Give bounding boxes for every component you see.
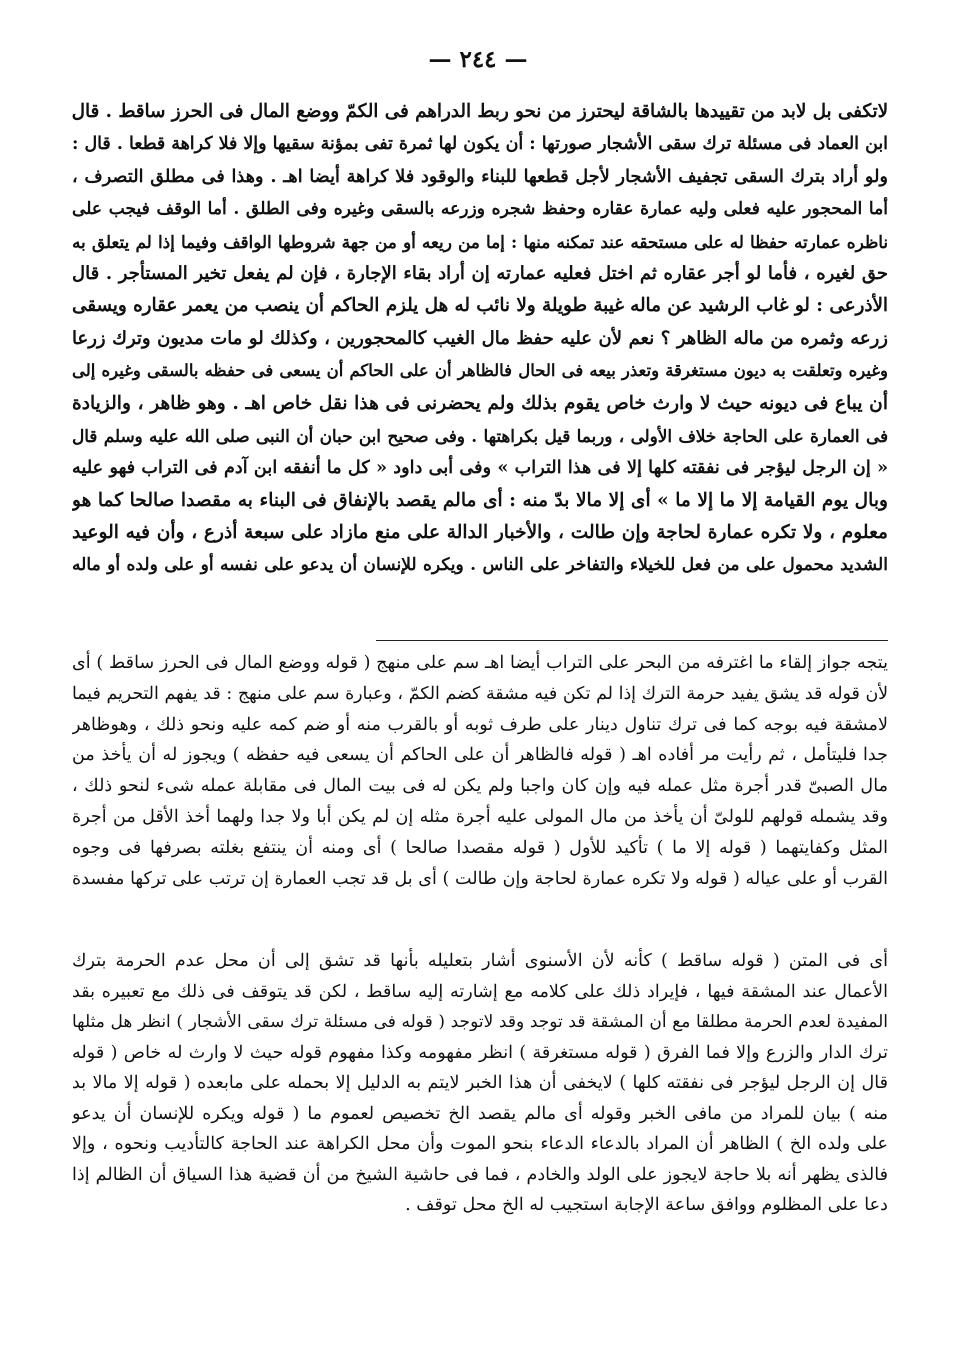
commentary-line: قال إن الرجل ليؤجر فى نفقته كلها ) لايخفى أن هذا الخبر لايتم به الدليل إلا بحمله على مابعده ( قوله إلا مالا بد bbox=[72, 1073, 888, 1093]
commentary-line: القرب أو على عياله ( قوله ولا تكره عمارة لحاجة وإن طالت ) أى بل قد تجب العمارة إن ترتب على تركها مفسدة bbox=[72, 868, 888, 889]
commentary-line: يتجه جواز إلقاء ما اغترفه من البحر على التراب أيضا اهـ سم على منهج ( قوله ووضع المال فى الحرز ساقط ) أى bbox=[72, 653, 888, 673]
footnote-separator bbox=[376, 640, 888, 641]
main-text-line: معلوم ، ولا تكره عمارة لحاجة وإن طالت ، والأخبار الدالة على منع مازاد على سبعة أذرع ، وأن فيه الوعيد bbox=[72, 522, 888, 544]
commentary-line: الأعمال عند المشقة فيها ، فإيراد ذلك على كلامه مع إشارته إليه ساقط ، لكن قد يتوقف فى ذلك مع تعبيره بقد bbox=[72, 981, 888, 1002]
commentary-line: فالذى يظهر أنه بلا حاجة لايجوز على الولد والخادم ، فما فى حاشية الشيخ من أن قضية هذا السياق أن الظالم إذا bbox=[72, 1164, 888, 1185]
main-text-line: الأذرعى : لو غاب الرشيد عن ماله غيبة طويلة ولا نائب له هل يلزم الحاكم أن ينصب من يعمر عقاره ويسقى bbox=[72, 295, 888, 317]
main-text-line: وغيره وتعلقت به ديون مستغرقة وتعذر بيعه فى الحال فالظاهر أن على الحاكم أن يسعى فى حفظه بالسقى وغيره إلى bbox=[72, 361, 888, 381]
commentary-line: المثل وكفايتهما ( قوله إلا ما ) تأكيد للأول ( قوله مقصدا صالحا ) أى ومنه أن ينتفع بغلته بصرفها فى وجوه bbox=[72, 837, 888, 858]
commentary-second bbox=[72, 946, 888, 1221]
commentary-line: أى فى المتن ( قوله ساقط ) كأنه لأن الأسنوى أشار بتعليله بأنها قد تشق إلى أن محل عدم الحرمة بترك bbox=[72, 951, 888, 971]
main-text-line: وبال يوم القيامة إلا ما إلا ما » أى إلا مالا بدّ منه : أى مالم يقصد بالإنفاق فى البناء به مقصدا صالحا كما هو bbox=[72, 489, 888, 511]
commentary-line: ترك الدار والزرع وإلا فما الفرق ( قوله مستغرقة ) انظر مفهومه وكذا مفهوم قوله حيث لا وارث له خاص ( قوله bbox=[72, 1042, 888, 1063]
commentary-line: المفيدة لعدم الحرمة مطلقا مع أن المشقة قد توجد وقد لاتوجد ( قوله فى مسئلة ترك سقى الأشجار ) انظر هل مثلها bbox=[72, 1012, 888, 1032]
commentary-line: لامشقة فيه بوجه كما فى ترك تناول دينار على طرف ثوبه أو بالقرب منه أو ضم كمه عليه ونحو ذلك ، وهوظاهر bbox=[72, 714, 888, 735]
main-text-line: أما المحجور عليه فعلى وليه عمارة عقاره وحفظ شجره وزرعه بالسقى وغيره وفى الطلق . أما الوقف فيجب على bbox=[72, 199, 888, 220]
commentary-line: لأن قوله قد يشق يفيد حرمة الترك إذا لم تكن فيه مشقة كضم الكمّ ، وعبارة سم على منهج : قد يفهم التحريم فيما bbox=[72, 683, 888, 704]
page-number: — ٢٤٤ — bbox=[428, 46, 528, 73]
main-text bbox=[72, 96, 888, 582]
main-text-line: ولو أراد بترك السقى تجفيف الأشجار لأجل قطعها للبناء والوقود فلا كراهة أيضا اهـ . وهذا فى مطلق التصرف ، bbox=[72, 165, 888, 187]
main-text-line: « إن الرجل ليؤجر فى نفقته كلها إلا فى هذا التراب » وفى أبى داود « كل ما أنفقه ابن آدم فى التراب فهو عليه bbox=[72, 457, 888, 479]
commentary-line: دعا على المظلوم ووافق ساعة الإجابة استجيب له الخ محل توقف . bbox=[405, 1195, 888, 1215]
commentary-line: على ولده الخ ) الظاهر أن المراد بالدعاء الدعاء بنحو الموت وأن محل الكراهة عند الحاجة كالتأديب ونحوه ، وإلا bbox=[72, 1134, 888, 1154]
main-text-line: حق لغيره ، فأما لو أجر عقاره ثم اختل فعليه عمارته إن أراد بقاء الإجارة ، فإن لم يفعل تخير المستأجر . قال bbox=[72, 262, 888, 284]
commentary-line: وقد يشمله قولهم للولىّ أن يأخذ من مال المولى عليه أجرة مثله إن لم يكن أبا ولا جدا ولهما أخذ الأقل من أجرة bbox=[72, 806, 888, 827]
commentary-line: جدا فليتأمل ، ثم رأيت مر أفاده اهـ ( قوله فالظاهر أن على الحاكم أن يسعى فيه حفظه ) ويجوز له أن يأخذ من bbox=[72, 745, 888, 766]
main-text-line: فى العمارة على الحاجة خلاف الأولى ، وربما قيل بكراهتها . وفى صحيح ابن حبان أن النبى صلى الله عليه وسلم قال bbox=[72, 425, 888, 446]
main-text-line: ناظره عمارته حفظا له على مستحقه عند تمكنه منها : إما من ريعه أو من جهة شروطها الواقف وفيما إذا لم يتعلق به bbox=[72, 231, 888, 252]
commentary-line: مال الصبىّ قدر أجرة مثل عمله فيه وإن كان واجبا ولم يكن له فى بيت المال فى مقابلة عمله شىء لنحو ذلك ، bbox=[72, 776, 888, 797]
main-text-line: أن يباع فى ديونه حيث لا وارث خاص يقوم بذلك ولم يحضرنى فى هذا نقل خاص اهـ . وهو ظاهر ، والزيادة bbox=[72, 392, 888, 414]
main-text-line: زرعه وثمره من ماله الظاهر ؟ نعم لأن عليه حفظ مال الغيب كالمحجورين ، وكذلك لو مات مديون وترك زرعا bbox=[72, 327, 888, 349]
commentary-first bbox=[72, 648, 888, 894]
main-text-line: لاتكفى بل لابد من تقييدها بالشاقة ليحترز من نحو ربط الدراهم فى الكمّ ووضع المال فى الحرز ساقط . قال bbox=[72, 101, 888, 122]
main-text-line: الشديد محمول على من فعل للخيلاء والتفاخر على الناس . ويكره للإنسان أن يدعو على نفسه أو على ولده أو ماله bbox=[72, 555, 888, 576]
main-text-line: ابن العماد فى مسئلة ترك سقى الأشجار صورتها : أن يكون لها ثمرة تفى بمؤنة سقيها وإلا فلا كراهة قطعا . قال : bbox=[72, 134, 888, 155]
commentary-line: منه ) بيان للمراد من مافى الخبر وقوله أى مالم يقصد الخ تخصيص لعموم ما ( قوله ويكره للإنسان أن يدعو bbox=[72, 1103, 888, 1124]
